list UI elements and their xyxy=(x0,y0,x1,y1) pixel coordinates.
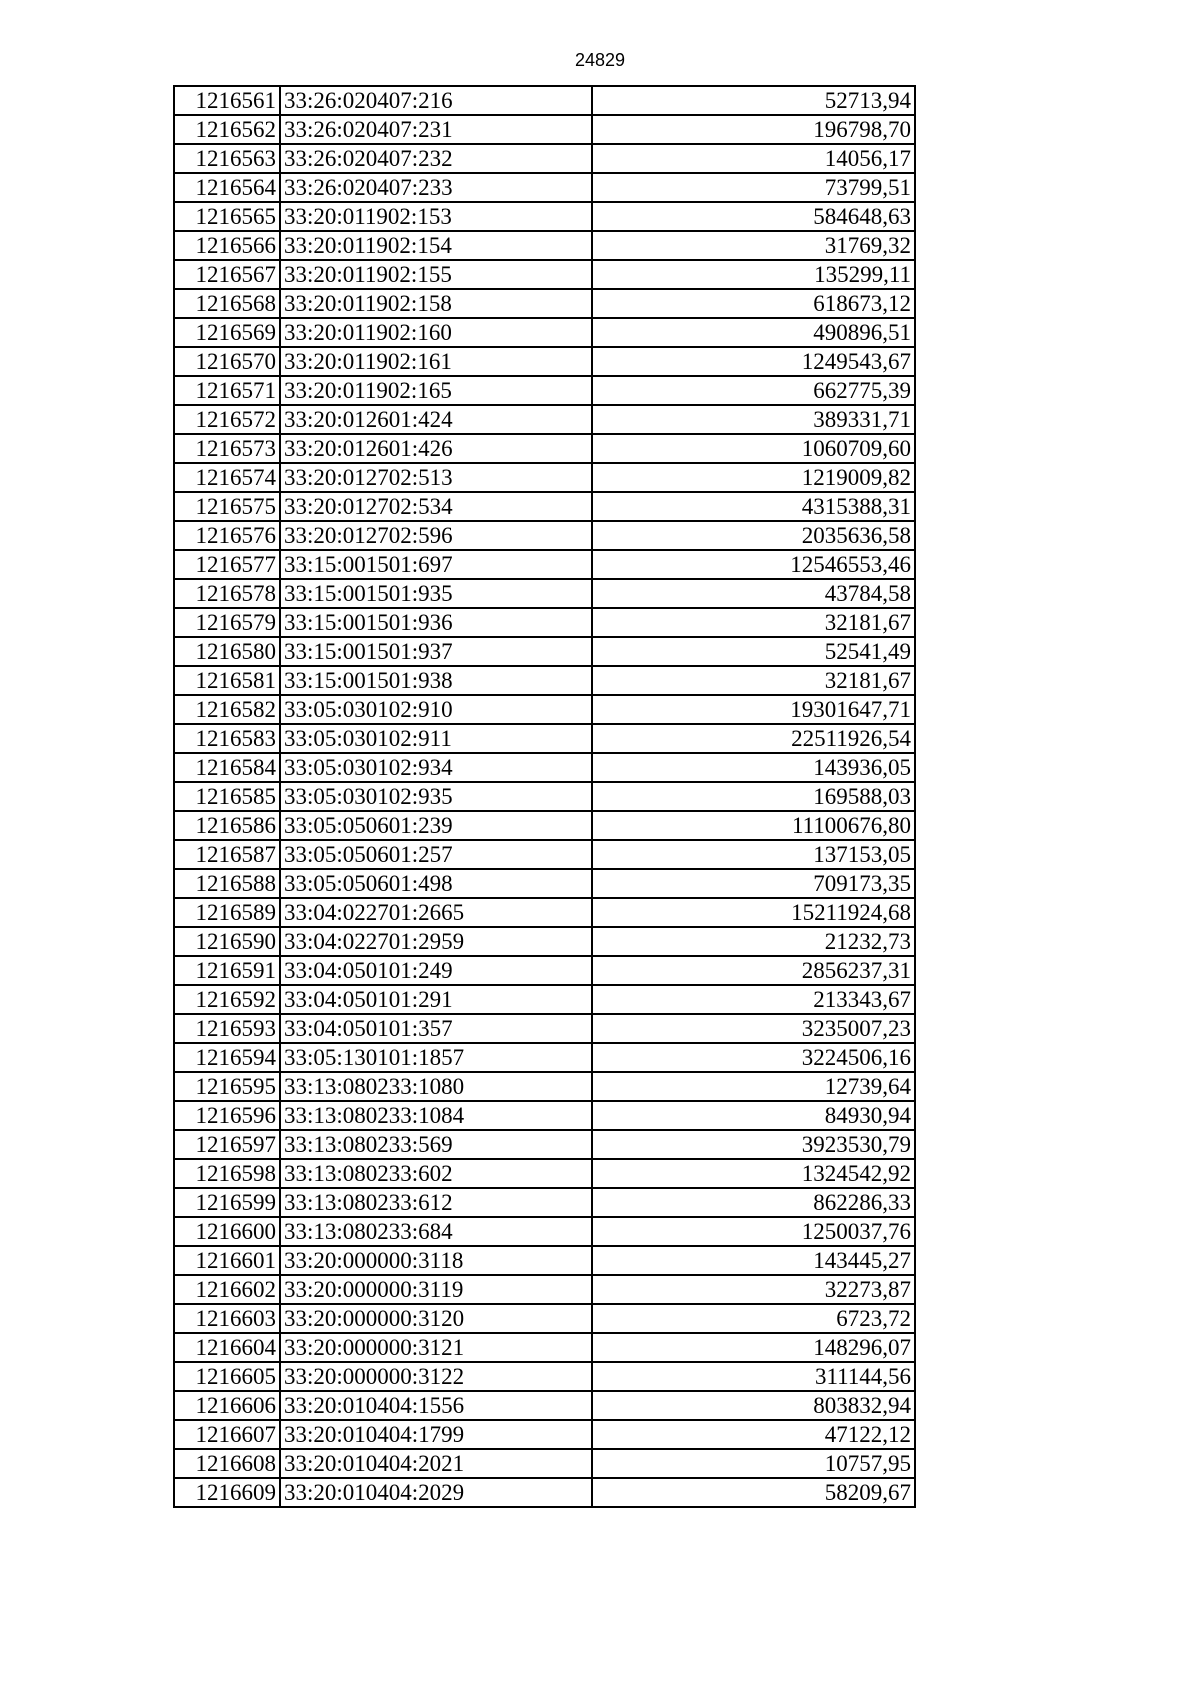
table-row xyxy=(174,376,915,405)
record-id-cell: 1216580 xyxy=(174,637,280,666)
table-row xyxy=(174,898,915,927)
record-id-cell: 1216589 xyxy=(174,898,280,927)
record-id-cell: 1216563 xyxy=(174,144,280,173)
cadastral-number-cell: 33:20:011902:161 xyxy=(280,347,592,376)
record-id-cell: 1216609 xyxy=(174,1478,280,1507)
record-id-cell: 1216581 xyxy=(174,666,280,695)
value-cell: 32181,67 xyxy=(592,666,915,695)
value-cell: 73799,51 xyxy=(592,173,915,202)
table-row xyxy=(174,840,915,869)
table-row xyxy=(174,1478,915,1507)
record-id-cell: 1216608 xyxy=(174,1449,280,1478)
table-row xyxy=(174,1217,915,1246)
cadastral-number-cell: 33:15:001501:936 xyxy=(280,608,592,637)
cadastral-number-cell: 33:05:030102:935 xyxy=(280,782,592,811)
record-id-cell: 1216607 xyxy=(174,1420,280,1449)
value-cell: 1250037,76 xyxy=(592,1217,915,1246)
value-cell: 52541,49 xyxy=(592,637,915,666)
value-cell: 143936,05 xyxy=(592,753,915,782)
value-cell: 32181,67 xyxy=(592,608,915,637)
cadastral-number-cell: 33:20:010404:2021 xyxy=(280,1449,592,1478)
record-id-cell: 1216597 xyxy=(174,1130,280,1159)
table-row xyxy=(174,1362,915,1391)
value-cell: 4315388,31 xyxy=(592,492,915,521)
record-id-cell: 1216583 xyxy=(174,724,280,753)
cadastral-number-cell: 33:26:020407:231 xyxy=(280,115,592,144)
value-cell: 47122,12 xyxy=(592,1420,915,1449)
cadastral-number-cell: 33:20:012702:513 xyxy=(280,463,592,492)
table-row xyxy=(174,1043,915,1072)
cadastral-number-cell: 33:15:001501:697 xyxy=(280,550,592,579)
record-id-cell: 1216575 xyxy=(174,492,280,521)
table-row xyxy=(174,985,915,1014)
cadastral-number-cell: 33:05:050601:498 xyxy=(280,869,592,898)
table-row xyxy=(174,318,915,347)
record-id-cell: 1216592 xyxy=(174,985,280,1014)
cadastral-number-cell: 33:13:080233:602 xyxy=(280,1159,592,1188)
cadastral-number-cell: 33:05:030102:934 xyxy=(280,753,592,782)
table-row xyxy=(174,637,915,666)
table-row xyxy=(174,1101,915,1130)
value-cell: 1219009,82 xyxy=(592,463,915,492)
value-cell: 21232,73 xyxy=(592,927,915,956)
table-row xyxy=(174,1130,915,1159)
record-id-cell: 1216587 xyxy=(174,840,280,869)
table-row xyxy=(174,347,915,376)
table-row xyxy=(174,1072,915,1101)
record-id-cell: 1216604 xyxy=(174,1333,280,1362)
record-id-cell: 1216596 xyxy=(174,1101,280,1130)
value-cell: 22511926,54 xyxy=(592,724,915,753)
table-row xyxy=(174,144,915,173)
value-cell: 19301647,71 xyxy=(592,695,915,724)
cadastral-number-cell: 33:13:080233:1084 xyxy=(280,1101,592,1130)
cadastral-number-cell: 33:20:011902:154 xyxy=(280,231,592,260)
record-id-cell: 1216601 xyxy=(174,1246,280,1275)
record-id-cell: 1216599 xyxy=(174,1188,280,1217)
record-id-cell: 1216562 xyxy=(174,115,280,144)
cadastral-number-cell: 33:04:050101:249 xyxy=(280,956,592,985)
record-id-cell: 1216594 xyxy=(174,1043,280,1072)
cadastral-number-cell: 33:04:050101:357 xyxy=(280,1014,592,1043)
record-id-cell: 1216600 xyxy=(174,1217,280,1246)
value-cell: 31769,32 xyxy=(592,231,915,260)
table-row xyxy=(174,956,915,985)
table-row xyxy=(174,202,915,231)
table-row xyxy=(174,1304,915,1333)
value-cell: 618673,12 xyxy=(592,289,915,318)
cadastral-number-cell: 33:20:011902:160 xyxy=(280,318,592,347)
record-id-cell: 1216570 xyxy=(174,347,280,376)
cadastral-number-cell: 33:04:022701:2665 xyxy=(280,898,592,927)
cadastral-number-cell: 33:26:020407:216 xyxy=(280,86,592,115)
value-cell: 2035636,58 xyxy=(592,521,915,550)
record-id-cell: 1216593 xyxy=(174,1014,280,1043)
record-id-cell: 1216561 xyxy=(174,86,280,115)
cadastral-number-cell: 33:15:001501:935 xyxy=(280,579,592,608)
record-id-cell: 1216584 xyxy=(174,753,280,782)
cadastral-number-cell: 33:20:012702:596 xyxy=(280,521,592,550)
value-cell: 3224506,16 xyxy=(592,1043,915,1072)
value-cell: 1060709,60 xyxy=(592,434,915,463)
value-cell: 32273,87 xyxy=(592,1275,915,1304)
table-row xyxy=(174,666,915,695)
record-id-cell: 1216585 xyxy=(174,782,280,811)
record-id-cell: 1216576 xyxy=(174,521,280,550)
record-id-cell: 1216595 xyxy=(174,1072,280,1101)
value-cell: 58209,67 xyxy=(592,1478,915,1507)
value-cell: 148296,07 xyxy=(592,1333,915,1362)
record-id-cell: 1216565 xyxy=(174,202,280,231)
cadastral-number-cell: 33:26:020407:232 xyxy=(280,144,592,173)
table-row xyxy=(174,782,915,811)
value-cell: 3235007,23 xyxy=(592,1014,915,1043)
record-id-cell: 1216579 xyxy=(174,608,280,637)
record-id-cell: 1216574 xyxy=(174,463,280,492)
cadastral-number-cell: 33:20:012702:534 xyxy=(280,492,592,521)
record-id-cell: 1216573 xyxy=(174,434,280,463)
cadastral-number-cell: 33:15:001501:938 xyxy=(280,666,592,695)
table-row xyxy=(174,1014,915,1043)
cadastral-number-cell: 33:13:080233:1080 xyxy=(280,1072,592,1101)
table-row xyxy=(174,1275,915,1304)
record-id-cell: 1216569 xyxy=(174,318,280,347)
value-cell: 1249543,67 xyxy=(592,347,915,376)
record-id-cell: 1216606 xyxy=(174,1391,280,1420)
cadastral-number-cell: 33:20:012601:424 xyxy=(280,405,592,434)
value-cell: 490896,51 xyxy=(592,318,915,347)
cadastral-number-cell: 33:13:080233:612 xyxy=(280,1188,592,1217)
cadastral-number-cell: 33:20:012601:426 xyxy=(280,434,592,463)
table-row xyxy=(174,1333,915,1362)
cadastral-number-cell: 33:20:010404:1556 xyxy=(280,1391,592,1420)
value-cell: 84930,94 xyxy=(592,1101,915,1130)
table-row xyxy=(174,811,915,840)
cadastral-number-cell: 33:20:000000:3121 xyxy=(280,1333,592,1362)
record-id-cell: 1216605 xyxy=(174,1362,280,1391)
value-cell: 143445,27 xyxy=(592,1246,915,1275)
table-row xyxy=(174,724,915,753)
table-row xyxy=(174,492,915,521)
table-row xyxy=(174,521,915,550)
value-cell: 6723,72 xyxy=(592,1304,915,1333)
cadastral-number-cell: 33:20:000000:3118 xyxy=(280,1246,592,1275)
table-row xyxy=(174,1449,915,1478)
cadastral-number-cell: 33:04:022701:2959 xyxy=(280,927,592,956)
table-row xyxy=(174,608,915,637)
value-cell: 213343,67 xyxy=(592,985,915,1014)
table-row xyxy=(174,1188,915,1217)
value-cell: 1324542,92 xyxy=(592,1159,915,1188)
value-cell: 12739,64 xyxy=(592,1072,915,1101)
table-row xyxy=(174,434,915,463)
cadastral-number-cell: 33:20:011902:158 xyxy=(280,289,592,318)
cadastral-number-cell: 33:05:130101:1857 xyxy=(280,1043,592,1072)
table-row xyxy=(174,405,915,434)
table-row xyxy=(174,1246,915,1275)
cadastral-number-cell: 33:04:050101:291 xyxy=(280,985,592,1014)
table-row xyxy=(174,115,915,144)
value-cell: 11100676,80 xyxy=(592,811,915,840)
value-cell: 196798,70 xyxy=(592,115,915,144)
value-cell: 15211924,68 xyxy=(592,898,915,927)
table-row xyxy=(174,1391,915,1420)
value-cell: 584648,63 xyxy=(592,202,915,231)
value-cell: 12546553,46 xyxy=(592,550,915,579)
value-cell: 311144,56 xyxy=(592,1362,915,1391)
value-cell: 862286,33 xyxy=(592,1188,915,1217)
value-cell: 3923530,79 xyxy=(592,1130,915,1159)
cadastral-number-cell: 33:20:011902:165 xyxy=(280,376,592,405)
table-row xyxy=(174,86,915,115)
record-id-cell: 1216577 xyxy=(174,550,280,579)
record-id-cell: 1216571 xyxy=(174,376,280,405)
cadastral-number-cell: 33:20:000000:3119 xyxy=(280,1275,592,1304)
value-cell: 803832,94 xyxy=(592,1391,915,1420)
data-table xyxy=(173,85,916,1508)
table-row xyxy=(174,289,915,318)
table-row xyxy=(174,550,915,579)
table-body xyxy=(174,86,915,1507)
table-row xyxy=(174,1420,915,1449)
value-cell: 10757,95 xyxy=(592,1449,915,1478)
table-row xyxy=(174,869,915,898)
record-id-cell: 1216598 xyxy=(174,1159,280,1188)
cadastral-number-cell: 33:05:050601:239 xyxy=(280,811,592,840)
cadastral-number-cell: 33:13:080233:684 xyxy=(280,1217,592,1246)
cadastral-number-cell: 33:20:011902:153 xyxy=(280,202,592,231)
table-row xyxy=(174,695,915,724)
value-cell: 52713,94 xyxy=(592,86,915,115)
cadastral-number-cell: 33:05:050601:257 xyxy=(280,840,592,869)
record-id-cell: 1216586 xyxy=(174,811,280,840)
record-id-cell: 1216567 xyxy=(174,260,280,289)
cadastral-number-cell: 33:26:020407:233 xyxy=(280,173,592,202)
record-id-cell: 1216602 xyxy=(174,1275,280,1304)
value-cell: 169588,03 xyxy=(592,782,915,811)
cadastral-number-cell: 33:20:010404:1799 xyxy=(280,1420,592,1449)
cadastral-number-cell: 33:20:000000:3120 xyxy=(280,1304,592,1333)
table-row xyxy=(174,173,915,202)
value-cell: 709173,35 xyxy=(592,869,915,898)
record-id-cell: 1216566 xyxy=(174,231,280,260)
table-row xyxy=(174,753,915,782)
record-id-cell: 1216564 xyxy=(174,173,280,202)
cadastral-number-cell: 33:20:011902:155 xyxy=(280,260,592,289)
page-number: 24829 xyxy=(574,50,626,70)
cadastral-number-cell: 33:05:030102:911 xyxy=(280,724,592,753)
record-id-cell: 1216588 xyxy=(174,869,280,898)
record-id-cell: 1216590 xyxy=(174,927,280,956)
table-row xyxy=(174,231,915,260)
value-cell: 137153,05 xyxy=(592,840,915,869)
table-row xyxy=(174,1159,915,1188)
cadastral-number-cell: 33:20:000000:3122 xyxy=(280,1362,592,1391)
table-row xyxy=(174,260,915,289)
table-row xyxy=(174,927,915,956)
record-id-cell: 1216578 xyxy=(174,579,280,608)
record-id-cell: 1216572 xyxy=(174,405,280,434)
record-id-cell: 1216591 xyxy=(174,956,280,985)
cadastral-number-cell: 33:15:001501:937 xyxy=(280,637,592,666)
value-cell: 135299,11 xyxy=(592,260,915,289)
record-id-cell: 1216582 xyxy=(174,695,280,724)
record-id-cell: 1216568 xyxy=(174,289,280,318)
value-cell: 43784,58 xyxy=(592,579,915,608)
record-id-cell: 1216603 xyxy=(174,1304,280,1333)
table-row xyxy=(174,579,915,608)
value-cell: 2856237,31 xyxy=(592,956,915,985)
value-cell: 389331,71 xyxy=(592,405,915,434)
table-row xyxy=(174,463,915,492)
value-cell: 662775,39 xyxy=(592,376,915,405)
cadastral-number-cell: 33:13:080233:569 xyxy=(280,1130,592,1159)
cadastral-number-cell: 33:05:030102:910 xyxy=(280,695,592,724)
cadastral-number-cell: 33:20:010404:2029 xyxy=(280,1478,592,1507)
value-cell: 14056,17 xyxy=(592,144,915,173)
